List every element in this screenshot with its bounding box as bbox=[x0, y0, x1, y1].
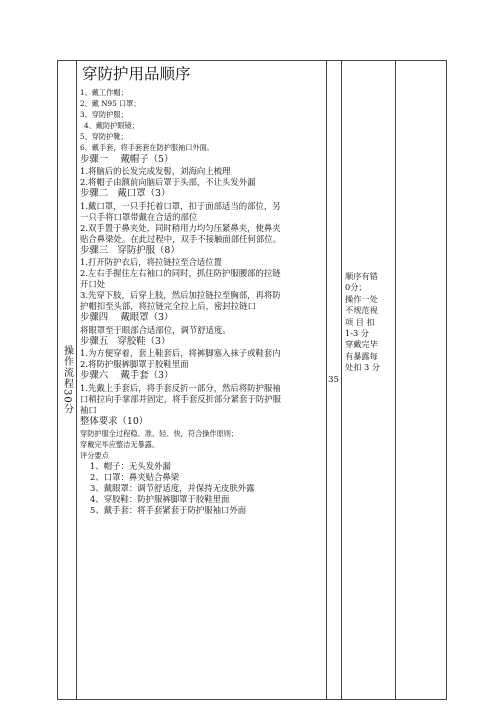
rule-line: 穿戴完毕 bbox=[345, 339, 378, 350]
procedure-line: 4、戴防护眼镜； bbox=[84, 121, 139, 131]
procedure-cell bbox=[80, 63, 326, 516]
rule-line: 0分； bbox=[345, 282, 367, 293]
procedure-line: 贴合鼻梁处。在此过程中，双手不接触面部任何部位。 bbox=[80, 233, 281, 244]
step-heading: 整体要求（10） bbox=[80, 415, 149, 427]
rule-line: 不规范视 bbox=[345, 305, 378, 316]
procedure-line: 一只手将口罩带戴在合适的部位 bbox=[80, 211, 198, 222]
procedure-line: 3.先穿下肢，后穿上肢，然后加拉链拉至胸部，再将防 bbox=[80, 290, 281, 301]
step-heading: 步骤四 戴眼罩（3） bbox=[80, 312, 174, 324]
step-heading: 步骤六 戴手套（3） bbox=[80, 370, 174, 382]
rule-line: 项 目 扣 bbox=[345, 316, 375, 327]
procedure-line: 护帽扣至头部，将拉链完全拉上后，密封拉链口 bbox=[80, 301, 256, 312]
step-heading: 步骤二 戴口罩（3） bbox=[80, 188, 171, 200]
procedure-line: 5、穿防护靴； bbox=[80, 132, 128, 142]
score-cell bbox=[326, 61, 341, 699]
step-heading: 步骤五 穿胶鞋（3） bbox=[80, 335, 171, 347]
procedure-line: 评分要点 bbox=[80, 451, 109, 461]
procedure-line: 2、戴 N95 口罩； bbox=[80, 99, 141, 109]
procedure-lines bbox=[80, 87, 326, 516]
procedure-line: 2.双手置于鼻夹处，同时稍用力均匀压紧鼻夹，使鼻夹 bbox=[80, 222, 281, 233]
rule-line: 操作一处 bbox=[345, 293, 378, 304]
procedure-line: 5、戴手套：将手套紧套于防护服袖口外面 bbox=[90, 505, 247, 516]
procedure-line: 袖口 bbox=[80, 404, 97, 415]
procedure-line: 2.左右手握住左右袖口的同时，抓住防护服腰部的拉链 bbox=[80, 268, 281, 279]
category-cell bbox=[58, 61, 76, 699]
step-heading: 步骤一 戴帽子（5） bbox=[80, 153, 174, 165]
procedure-line: 1、戴工作帽； bbox=[80, 88, 128, 97]
procedure-line: 1.为方便穿着，套上鞋套后，将裤脚塞入袜子或鞋套内 bbox=[80, 348, 281, 359]
procedure-line: 3、戴眼罩：调节舒适度，并保持无皮肤外露 bbox=[90, 483, 255, 494]
column-divider bbox=[76, 61, 77, 699]
procedure-line: 1.先戴上手套后，将手套反折一部分，然后将防护服袖 bbox=[80, 382, 281, 393]
procedure-line: 穿防护服全过程稳、准、轻、快，符合操作原则； bbox=[80, 429, 239, 439]
procedure-line: 将眼罩至于眼部合适部位，调节舒适度。 bbox=[80, 324, 231, 335]
score-value: 35 bbox=[328, 375, 339, 385]
procedure-line: 穿戴完毕应整洁无暴露。 bbox=[80, 440, 160, 450]
procedure-line: 2.将帽子由额前向脑后罩于头部，不让头发外漏 bbox=[80, 177, 256, 188]
procedure-line: 6、戴手套，将手套套在防护服袖口外面。 bbox=[80, 143, 214, 153]
procedure-line: 开口处 bbox=[80, 279, 106, 290]
category-label: 操作流程30分 bbox=[61, 345, 73, 415]
rule-line: 1-3 分 bbox=[345, 328, 369, 339]
rule-line: 处扣 3 分 bbox=[345, 362, 380, 373]
procedure-line: 1.将脑后的长发完成发髻，刘海向上梳理 bbox=[80, 166, 231, 177]
column-divider bbox=[395, 61, 396, 699]
procedure-line: 2.将防护服裤脚罩于胶鞋里面 bbox=[80, 359, 189, 370]
rule-line: 顺序有错 bbox=[345, 271, 378, 281]
procedure-line: 1、帽子：无头发外漏 bbox=[90, 461, 171, 472]
deduction-rule-cell bbox=[345, 271, 393, 374]
procedure-line: 3、穿防护服； bbox=[80, 110, 128, 120]
section-title: 穿防护用品顺序 bbox=[82, 65, 191, 83]
procedure-line: 2、口罩：鼻夹贴合鼻梁 bbox=[90, 472, 180, 483]
procedure-line: 4、穿胶鞋：防护服裤脚罩于胶鞋里面 bbox=[90, 494, 230, 505]
column-divider bbox=[341, 61, 342, 699]
procedure-line: 1.打开防护衣后，将拉链拉至合适位置 bbox=[80, 257, 222, 268]
step-heading: 步骤三 穿防护服（8） bbox=[80, 244, 180, 256]
scoring-table bbox=[57, 60, 447, 700]
rule-line: 有暴露每 bbox=[345, 350, 378, 361]
procedure-line: 1.戴口罩，一只手托着口罩，扣于面部适当的部位，另 bbox=[80, 200, 281, 211]
procedure-line: 口稍拉向手掌部并固定，将手套反折部分紧套于防护服 bbox=[80, 393, 281, 404]
